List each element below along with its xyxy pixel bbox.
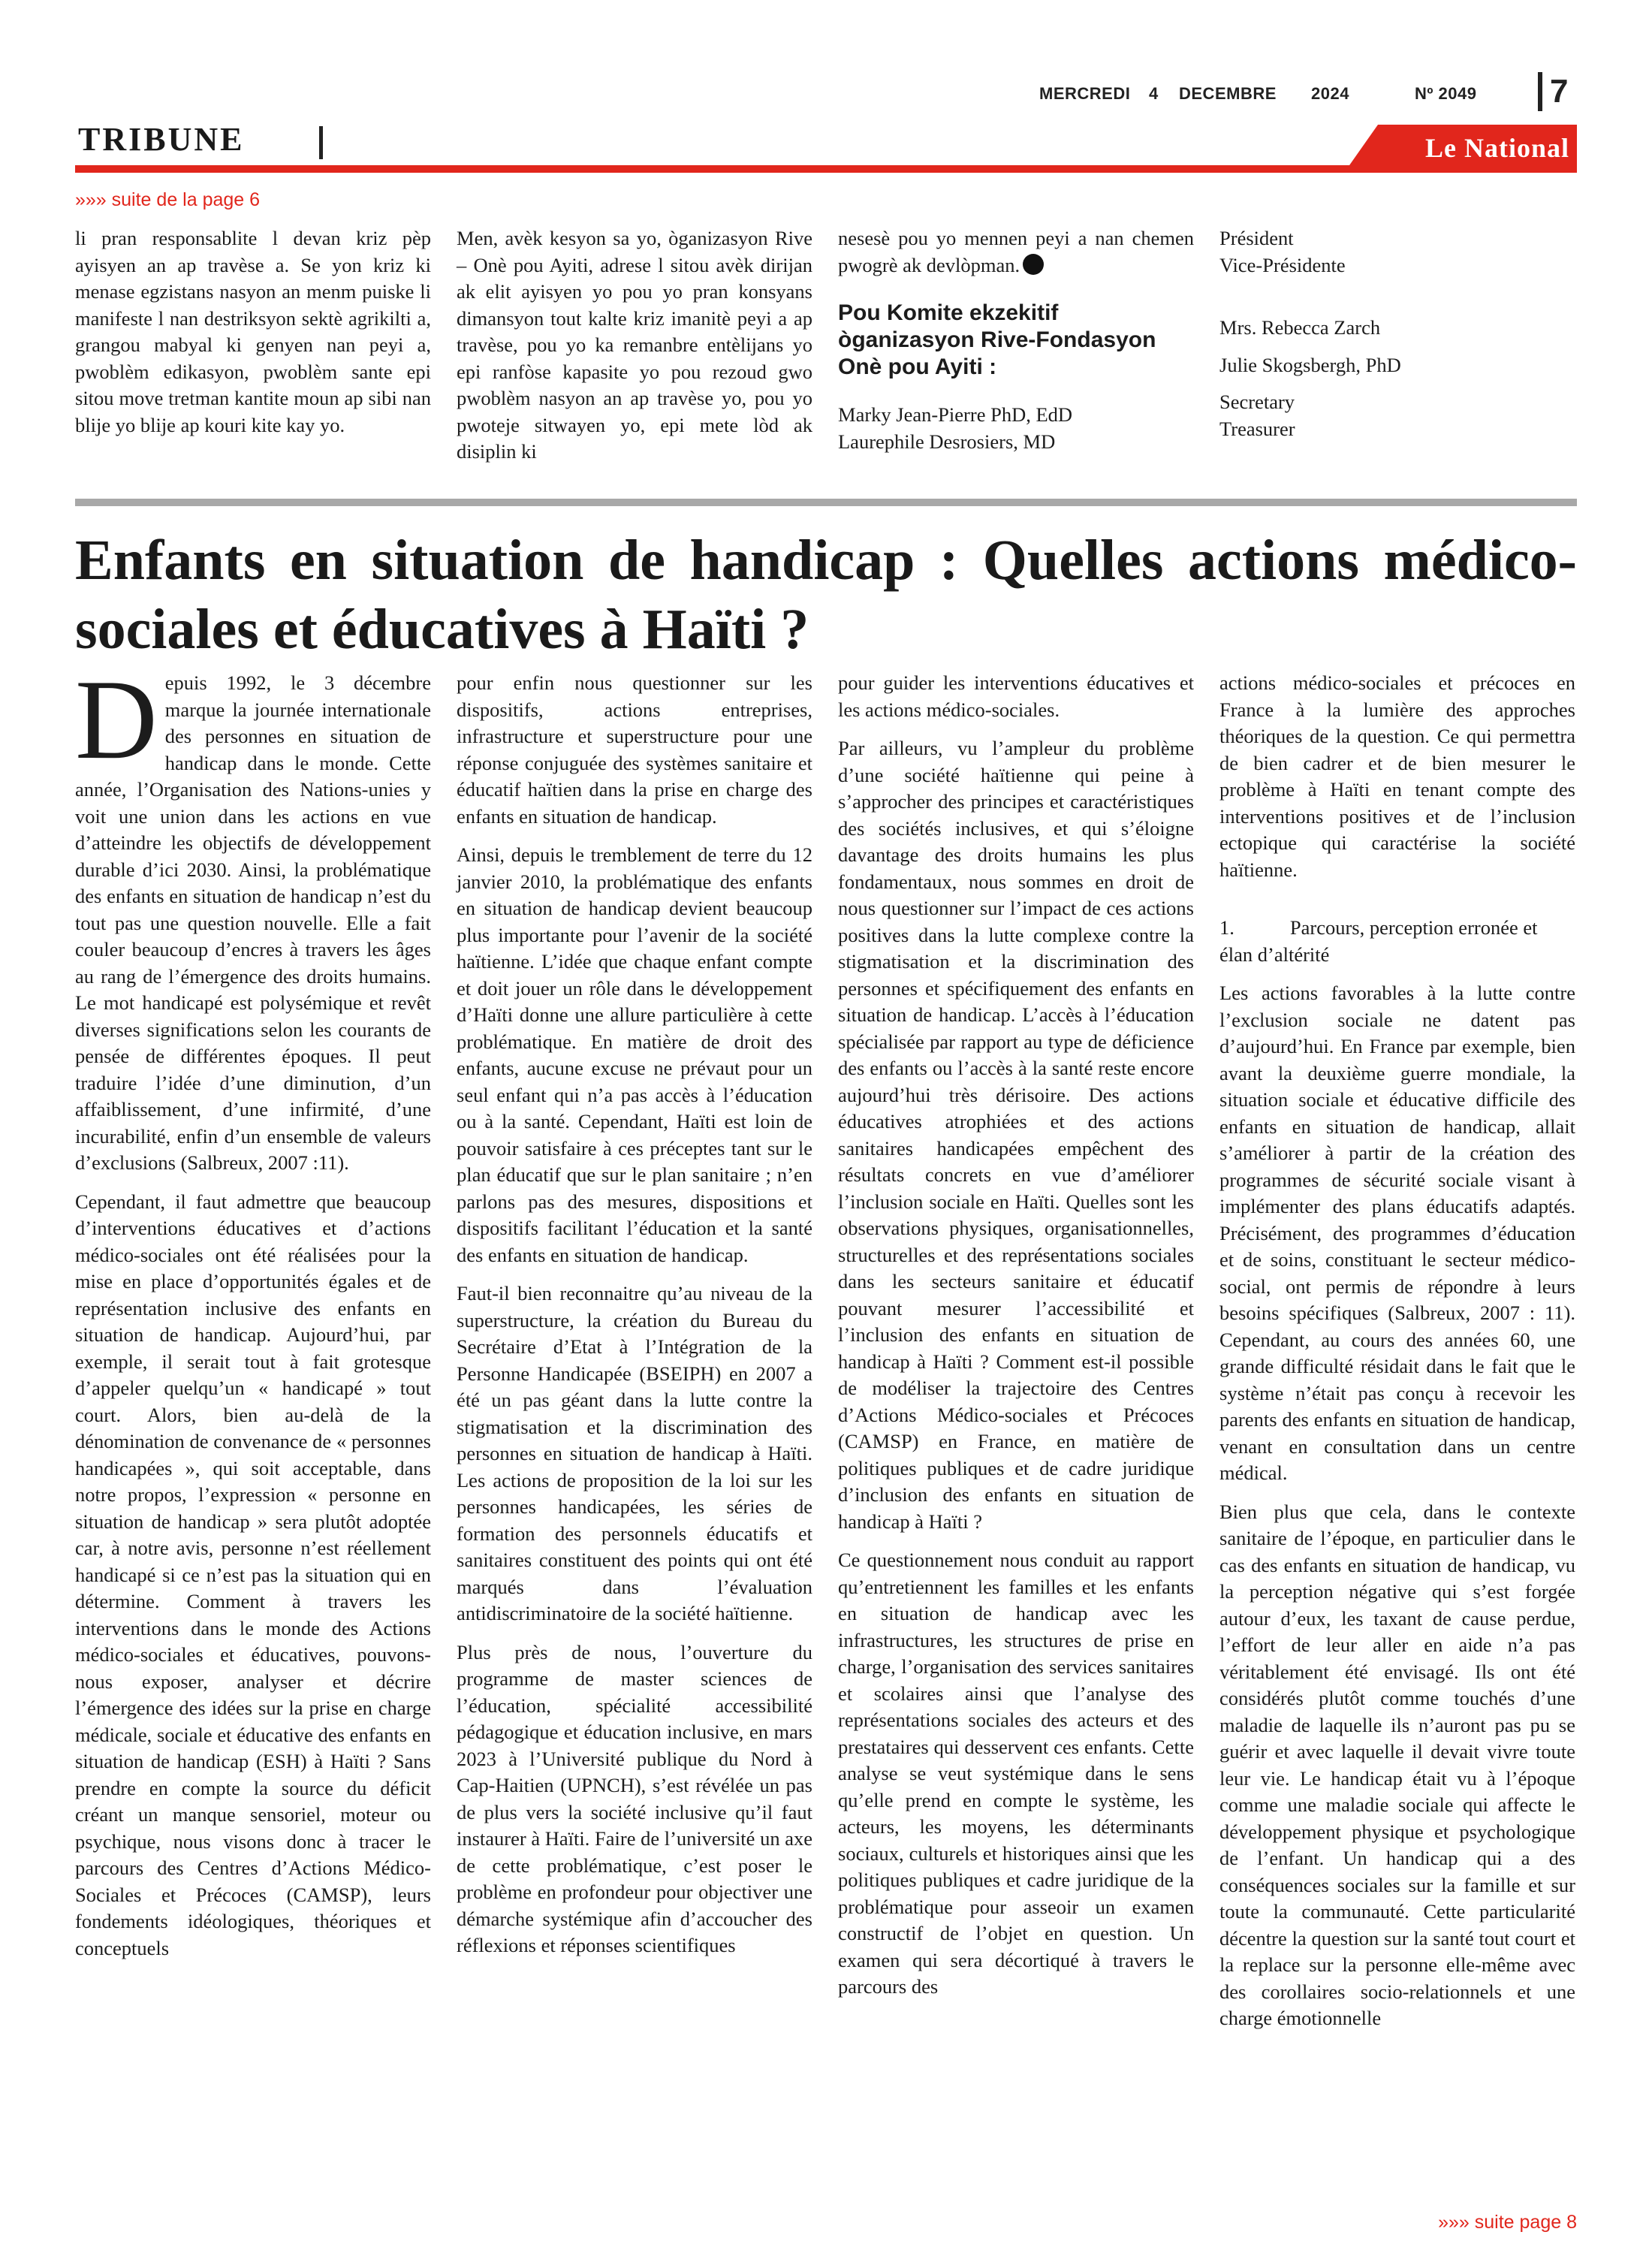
section-title: TRIBUNE — [78, 121, 245, 158]
article-column-3 — [838, 670, 1194, 2013]
article-paragraph: Ce questionnement nous conduit au rapport qu’entretiennent les familles et les enfants en situation de handicap avec les infrastructures, les structures de prise en charge, l’organisation des services sanitaires et scolaires ainsi que l’analyse des représentations sociales des acteurs et des prestataires qui desservent ces enfants. Cette analyse se veut systémique dans le sens qu’elle prend en compte le système, les acteurs, les moyens, les déterminants sociaux, culturels et historiques ainsi que les politiques publiques et cadre juridique de la problématique pour asseoir un examen constructif de l’objet en question. Un examen qui sera décortiqué à travers le parcours des — [838, 1549, 1194, 1998]
signatory-name: Laurephile Desrosiers, MD — [838, 430, 1056, 453]
tribune-column-2 — [457, 225, 812, 466]
tribune-column-1 — [75, 225, 431, 439]
header-month: DECEMBRE — [1179, 84, 1277, 103]
signatory-name: Marky Jean-Pierre PhD, EdD — [838, 403, 1073, 426]
article-column-2 — [457, 670, 812, 1971]
article-paragraph: Faut-il bien reconnaitre qu’au niveau de la superstructure, la création du Bureau du Secrétaire d’Etat à l’Intégration de la Personne Handicapée (BSEIPH) en 2007 a été un pas géant dans la lutte contre la stigmatisation et la discrimination des personnes en situation de handicap à Haïti. Les actions de proposition de la loi sur les personnes handicapées, les séries de formation des personnels éducatifs et sanitaires constituent des points qui ont été marqués dans l’évaluation antidiscriminatoire de la société haïtienne. — [457, 1282, 812, 1624]
article-paragraph: pour guider les interventions éducatives et les actions médico-sociales. — [838, 671, 1194, 721]
article-paragraph: Bien plus que cela, dans le contexte sanitaire de l’époque, en particulier dans le cas des enfants en situation de handicap, vu la perception négative qui s’est forgée autour d’eux, les taxant de cause perdue, l’effort de leur aller en aide n’a pas véritablement été envisagé. Ils ont été considérés plutôt comme touchés d’une maladie de laquelle ils n’auront pas pu se guérir et avec laquelle il devait vivre toute leur vie. Le handicap était vu à l’époque comme une maladie sociale qui affecte le développement physique et psychologique de l’enfant. Un handicap qui a des conséquences sociales sur la famille et sur toute la communauté. Cette particularité décentre la question sur la santé tout court et la replace sur la personne elle-même avec des corollaires socio-relationnels et une charge émotionnelle — [1219, 1500, 1575, 2029]
article-paragraph: Cependant, il faut admettre que beaucoup d’interventions éducatives et d’actions médico-sociales ont été réalisées pour la mise en place d’opportunités égales et de représentation inclusive des enfants en situation de handicap. Aujourd’hui, par exemple, il serait tout à fait grotesque d’appeler quelqu’un « handicapé » tout court. Alors, bien au-delà de la dénomination de convenance de « personnes handicapées », qui soit acceptable, dans notre propos, l’expression « personne en situation de handicap » sera plutôt adoptée car, à notre avis, personne n’est réellement handicapé si ce n’est pas la situation qui en détermine. Comment à travers les interventions dans le monde des Actions médico-sociales et éducatives, pouvons-nous exposer, analyser et décrire l’émergence des idées sur la prise en charge médicale, sociale et éducative des enfants en situation de handicap (ESH) à Haïti ? Sans prendre en compte la source du déficit créant un manque sensoriel, moteur ou psychique, nous visons donc à tracer le parcours des Centres d’Actions Médico-Sociales et Précoces (CAMSP), leurs fondements idéologiques, théoriques et conceptuels — [75, 1190, 431, 1959]
article-column-1 — [75, 656, 431, 1974]
header-rule — [75, 165, 1577, 173]
article-paragraph: Plus près de nous, l’ouverture du programme de master sciences de l’éducation, spécialité accessibilité pédagogique et éducation inclusive, en mars 2023 à l’Université publique du Nord à Cap-Haitien (UPNCH), s’est révélée un pas de plus vers la société inclusive qu’il faut instaurer à Haïti. Faire de l’université un axe de cette problématique, c’est poser le problème en profondeur pour objectiver une démarche systémique afin d’accoucher des réflexions et réponses scientifiques — [457, 1640, 812, 1956]
continued-from-link[interactable]: »»» suite de la page 6 — [75, 189, 261, 210]
section-heading — [1219, 915, 1575, 968]
drop-cap: D — [75, 656, 158, 783]
article-paragraph: Ainsi, depuis le tremblement de terre du 12 janvier 2010, la problématique des enfants en situation de handicap devient beaucoup plus importante pour l’avenir de la société haïtienne. L’idée que chaque enfant compte et doit jouer un rôle dans le développement d’Haïti donne une allure particulière à cette problématique. En matière de droit des enfants, aucune excuse ne prévaut pour un seul enfant qui n’a pas accès à l’éducation ou à la santé. Cependant, Haïti est loin de pouvoir satisfaire à ces préceptes tant sur le plan éducatif que sur le plan sanitaire ; n’en parlons pas des mesures, dispositions et dispositifs facilitant l’éducation et la santé des enfants en situation de handicap. — [457, 843, 812, 1266]
signatory-role: Treasurer — [1219, 417, 1295, 440]
header-date-number: 4 — [1149, 84, 1159, 103]
section-heading-number: 1. — [1219, 916, 1234, 939]
tribune-paragraph: li pran responsablite l devan kriz pèp ayisyen an ap travèse a. Se yon kriz ki menase egzistans nasyon an menm puiske li manifeste l nan destriksyon sektè agrikilti a, grangou mabyal ki genyen nan peyi a, pwoblèm edikasyon, pwoblèm sante epi sitou move tretman kantite moun ap sibi nan blije yo blije ap kouri kite kay yo. — [75, 227, 431, 436]
brand-name: Le National — [1424, 133, 1569, 163]
page-number-divider — [1538, 72, 1542, 111]
section-heading-text: Parcours, perception erronée et élan d’altérité — [1219, 916, 1538, 966]
article-headline: Enfants en situation de handicap : Quelles actions médico-sociales et éducatives à Haïti ? — [75, 529, 1577, 661]
continued-to-link[interactable]: »»» suite page 8 — [1438, 2212, 1577, 2233]
header-year: 2024 — [1311, 84, 1349, 103]
signatory-name: Julie Skogsbergh, PhD — [1219, 353, 1401, 376]
tribune-closing-text: nesesè pou yo mennen peyi a nan chemen pwogrè ak devlòpman. — [838, 227, 1194, 276]
page-number: 7 — [1550, 73, 1569, 110]
article-paragraph: actions médico-sociales et précoces en France à la lumière des approches théoriques de la question. Ce qui permettra de bien cadrer et de bien mesurer le problème à Haïti en tenant compte des interventions positives et de l’inclusion ectopique qui caractérise la société haïtienne. — [1219, 671, 1575, 881]
tribune-column-3 — [838, 225, 1194, 455]
end-mark-icon — [1023, 254, 1044, 275]
signatory-role: Président — [1219, 227, 1294, 249]
tribune-paragraph: Men, avèk kesyon sa yo, òganizasyon Rive – Onè pou Ayiti, adrese l sitou avèk dirijan ak elit ayisyen yo pou yo pran konsyans dimansyon tout kalte kriz imanitè peyi a ap travèse, pou yo ka remanbre entèlijans yo epi ranfòse kapasite yo pou rezoud gwo pwoblèm nasyon an ap travèse yo, pou yo pwoteje sitwayen yo, epi mete lòd ak disiplin ki — [457, 227, 812, 463]
header-day: MERCREDI — [1039, 84, 1131, 103]
signatory-role: Secretary — [1219, 391, 1295, 413]
tribune-paragraph — [838, 225, 1194, 279]
signature-title: Pou Komite ekzekitif òganizasyon Rive-Fondasyon Onè pou Ayiti : — [838, 300, 1156, 379]
section-divider — [75, 499, 1577, 506]
article-paragraph — [75, 656, 431, 1177]
tribune-column-4 — [1219, 225, 1575, 442]
issue-number: Nº 2049 — [1415, 84, 1477, 103]
signatory-name: Mrs. Rebecca Zarch — [1219, 316, 1381, 339]
article-column-4 — [1219, 670, 1575, 2044]
article-paragraph: pour enfin nous questionner sur les dispositifs, actions entreprises, infrastructure et superstructure pour une réponse conjuguée des systèmes sanitaire et éducatif haïtien dans la prise en charge des enfants en situation de handicap. — [457, 671, 812, 828]
article-paragraph: Par ailleurs, vu l’ampleur du problème d’une société haïtienne qui peine à s’approcher des principes et caractéristiques des sociétés inclusives, et qui s’éloigne davantage des droits humains les plus fondamentaux, nous sommes en droit de nous questionner sur l’impact de ces actions positives dans la lutte complexe contre la stigmatisation et la discrimination des personnes et spécifiquement des enfants en situation de handicap. L’accès à l’éducation spécialisée par rapport au type de déficience des enfants ou l’accès à la santé reste encore aujourd’hui très dérisoire. Des actions éducatives atrophiées et des actions sanitaires handicapées empêchent des résultats concrets en vue d’améliorer l’inclusion sociale en Haïti. Quelles sont les observations physiques, organisationnelles, structurelles et des représentations sociales dans les secteurs sanitaire et éducatif pouvant mesurer l’accessibilité et l’inclusion des enfants en situation de handicap à Haïti ? Comment est-il possible de modéliser la trajectoire des Centres d’Actions Médico-sociales et Précoces (CAMSP) en France, en matière de politiques publiques et de cadre juridique d’inclusion des enfants en situation de handicap à Haïti ? — [838, 737, 1194, 1533]
section-title-divider — [319, 126, 323, 159]
article-lead-text: epuis 1992, le 3 décembre marque la journée internationale des personnes en situation de handicap dans le monde. Cette année, l’Organisation des Nations-unies y voit une union dans les actions en vue d’atteindre les objectifs de développement durable d’ici 2030. Ainsi, la problématique des enfants en situation de handicap n’est du tout pas une question nouvelle. Elle a fait couler beaucoup d’encres à travers les âges au rang de l’émergence des droits humains. Le mot handicapé est polysémique et revêt diverses significations selon les courants de pensée de différentes époques. Il peut traduire l’idée d’une diminution, d’un affaiblissement, d’une infirmité, d’une incurabilité, enfin d’un ensemble de valeurs d’exclusions (Salbreux, 2007 :11). — [75, 671, 431, 1174]
signatory-role: Vice-Présidente — [1219, 253, 1346, 276]
article-paragraph: Les actions favorables à la lutte contre l’exclusion sociale ne datent pas d’aujourd’hui. En France par exemple, bien avant la deuxième guerre mondiale, la situation sociale et éducative difficile des enfants en situation de handicap, allait s’améliorer à partir de la création des programmes de sécurité sociale visant à implémenter des plans éducatifs adaptés. Précisément, des programmes d’éducation et de soins, constituant le secteur médico-social, ont permis de répondre à leurs besoins spécifiques (Salbreux, 2007 : 11). Cependant, au cours des années 60, une grande difficulté résidait dans le fait que le système n’était pas conçu à recevoir les parents des enfants en situation de handicap, venant en consultation dans un centre médical. — [1219, 982, 1575, 1484]
